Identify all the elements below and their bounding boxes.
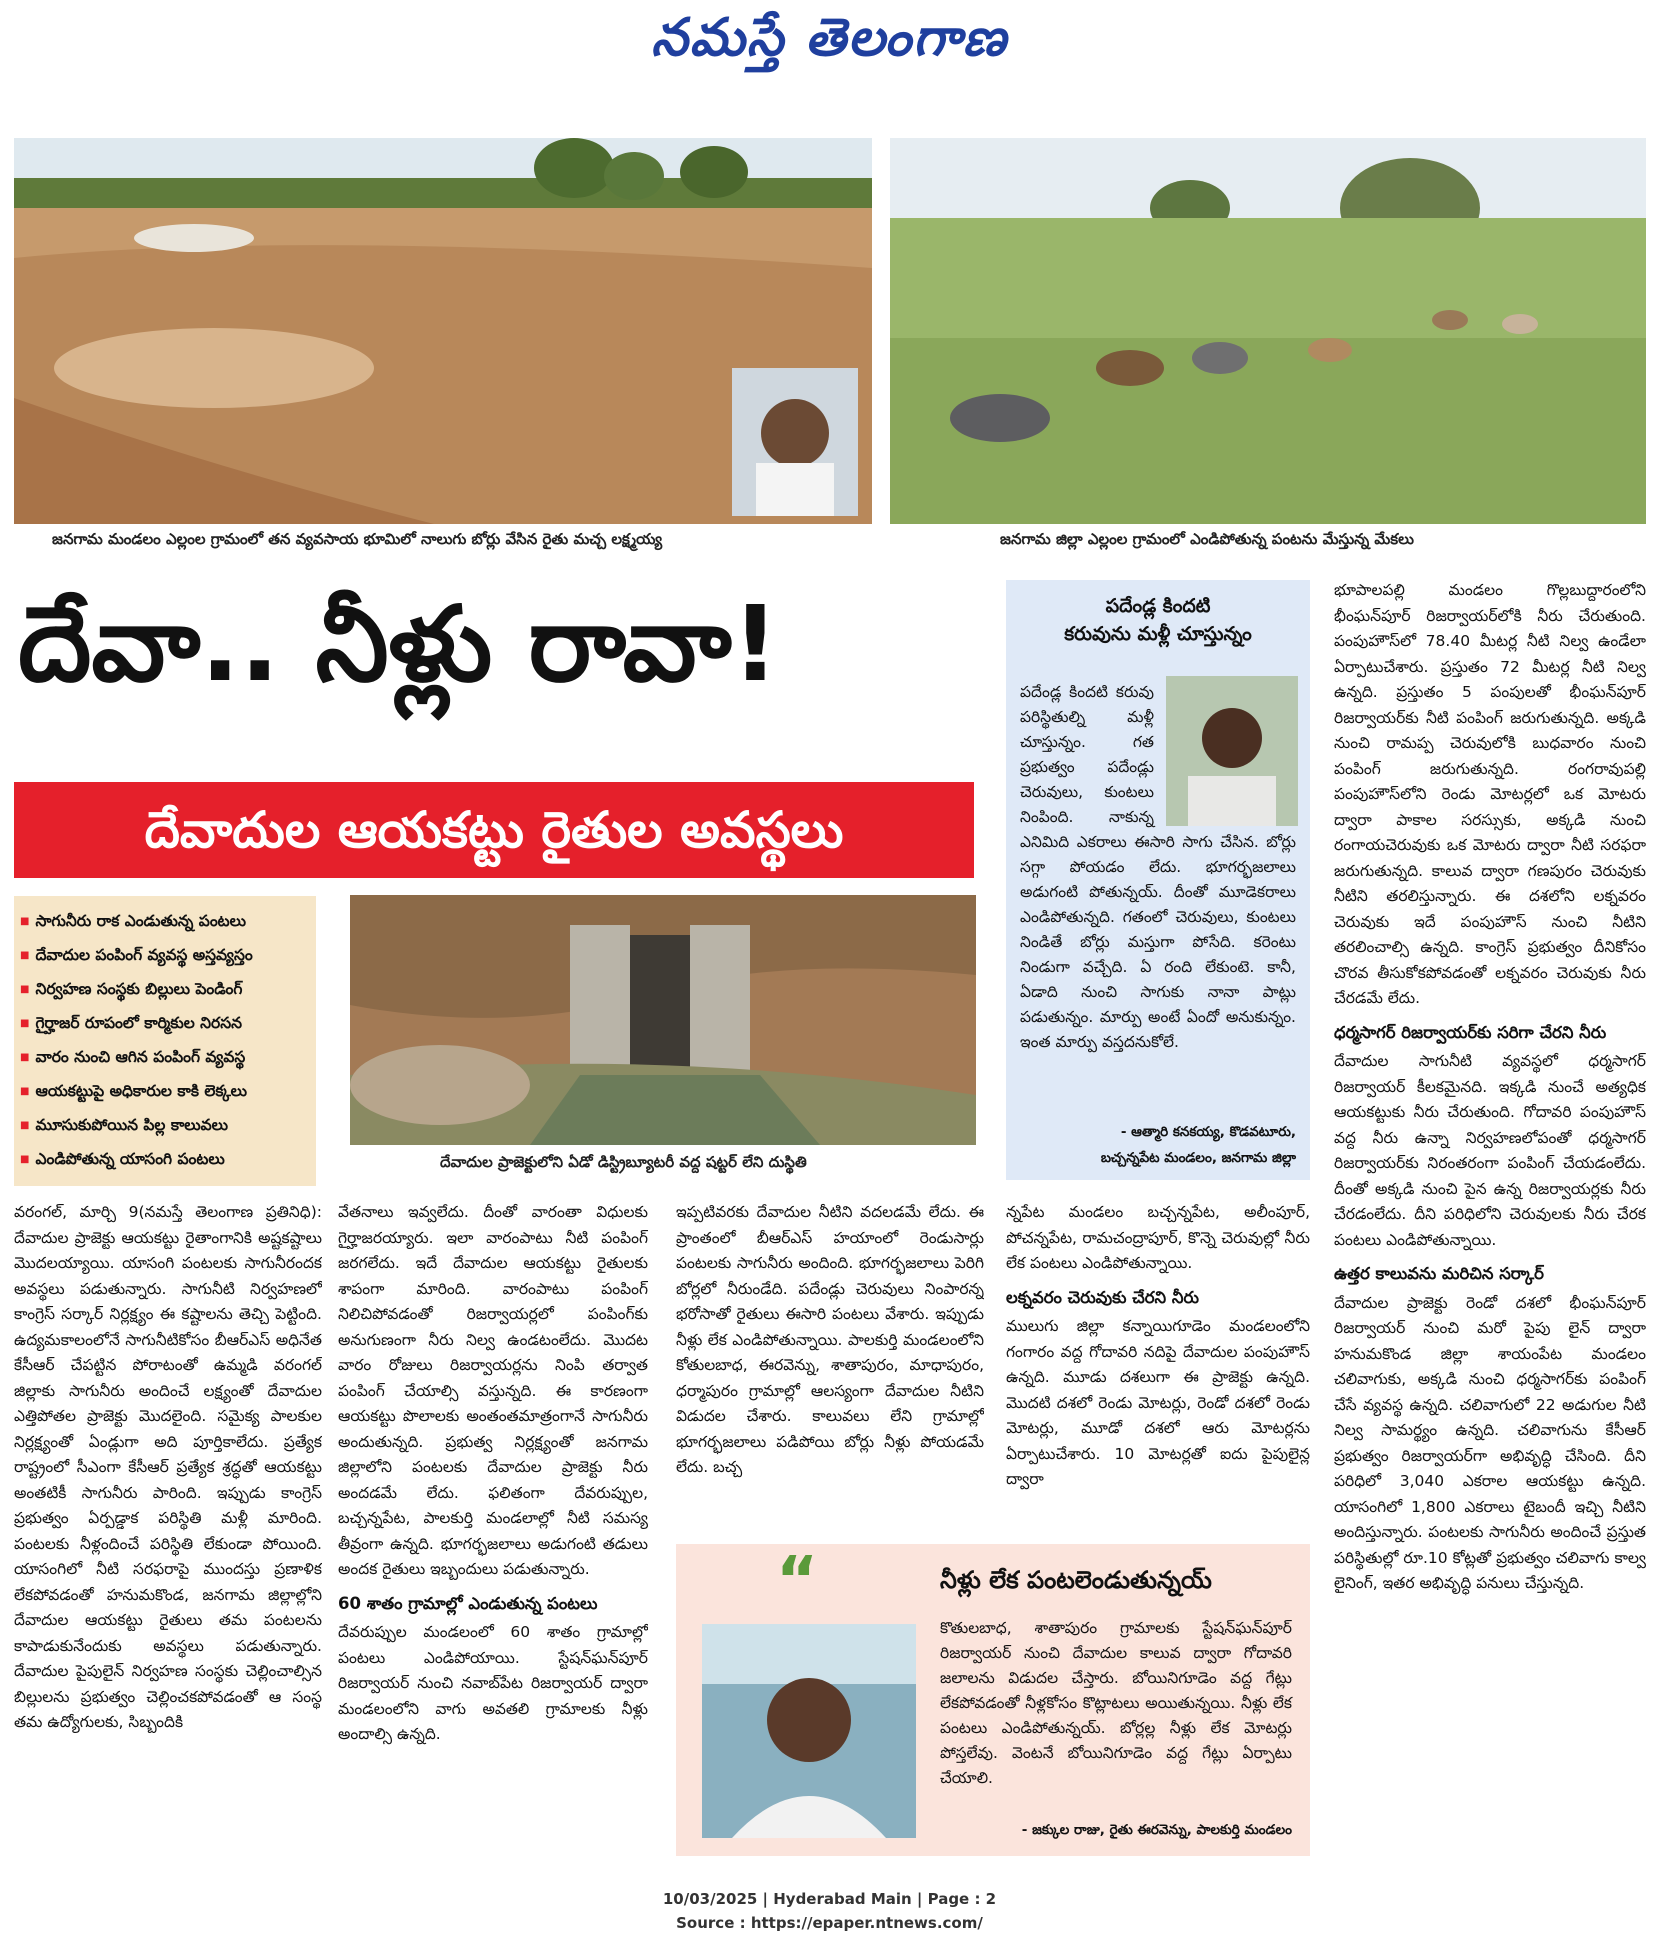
sidebox-signature-2: బచ్చన్నపేట మండలం, జనగామ జిల్లా [1100, 1150, 1296, 1166]
sidebox-body-text: పదేండ్ల కిందటి కరువు పరిస్థితుల్ని మళ్లీ చూస్తున్నం. గత ప్రభుత్వం పదేండ్లు చెరువులు, కుంటలు నింపింది. నాకున్న ఎనిమిది ఎకరాలు ఈసారి సాగు చేసిన. బోర్లు సగ్గా పోయడం లేదు. భూగర్భజలాలు అడుగంటి పోతున్నయ్. దీంతో మూడెకరాలు ఎండిపోతున్నది. గతంలో చెరువులు, కుంటలు నిండితే బోర్లు మస్తుగా పోసేది. కరెంటు నిండుగా వచ్చేది. ఏ రంది లేకుంటె. కానీ, ఏడాది నుంచి సాగుకు నానా పాట్లు పడుతున్నం. మార్పు అంటే ఏందో అనుకున్నం. ఇంత మార్పు వస్తదనుకోలే. [1020, 683, 1296, 1051]
quotebox-signature: - జక్కుల రాజు, రైతు ఈరవెన్ను, పాలకుర్తి మండలం [1021, 1822, 1292, 1838]
headline: దేవా.. నీళ్లు రావా! [18, 583, 780, 705]
article-col-3 [676, 1200, 984, 1530]
subheading-dharmasagar: ధర్మసాగర్ రిజర్వాయర్‌కు సరిగా చేరని నీరు [1334, 1022, 1607, 1042]
subheading-laknavaram: లక్నవరం చెరువుకు చేరని నీరు [1006, 1287, 1199, 1307]
article-col-5-text-c: దేవాదుల ప్రాజెక్టు రెండో దశలో భీంఘన్‌పూర్ రిజర్వాయర్ నుంచి మరో పైపు లైన్ ద్వారా హనుమకొండ జిల్లా శాయంపేట మండలం చలివాగుకు, అక్కడి నుంచి ధర్మసాగర్‌కు పంపింగ్ చేసే వ్యవస్థ ఉన్నది. చలివాగులో 22 అడుగుల నీటి నిల్వ సామర్థ్యం ఉన్నది. చలివాగును కేసీఆర్ ప్రభుత్వం రిజర్వాయర్‌గా అభివృద్ధి చేసింది. దీని పరిధిలో 3,040 ఎకరాల ఆయకట్టు ఉన్నది. యాసంగిలో 1,800 ఎకరాలు టైబందీ ఇచ్చి నీటిని అందిస్తున్నారు. పంటలకు సాగునీరు అందించే ప్రస్తుత పరిస్థితుల్లో రూ.10 కోట్లతో ప్రభుత్వం చలివాగు కాల్వ లైనింగ్, ఇతర అభివృద్ధి పనులు చేస్తున్నది. [1334, 1293, 1646, 1592]
sidebox-title-line2: కరువును మళ్లీ చూస్తున్నం [1064, 623, 1252, 645]
article-col-1-text: వరంగల్, మార్చి 9(నమస్తే తెలంగాణ ప్రతినిధి): దేవాదుల ప్రాజెక్టు ఆయకట్టు రైతాంగానికి అష్టకష్టాలు మొదలయ్యాయి. యాసంగి పంటలకు సాగునీరందక అవస్థలు పడుతున్నారు. సాగునీటి నిర్వహణలో కాంగ్రెస్ సర్కార్ నిర్లక్ష్యం ఈ కష్టాలను తెచ్చి పెట్టింది. ఉద్యమకాలంలోనే సాగునీటికోసం బీఆర్ఎస్ అధినేత కేసీఆర్ చేపట్టిన పోరాటంతో ఉమ్మడి వరంగల్ జిల్లాకు సాగునీరు అందించే లక్ష్యంతో దేవాదుల ఎత్తిపోతల ప్రాజెక్టు మొదలైంది. సమైక్య పాలకుల నిర్లక్ష్యంతో ఏండ్లుగా అది పూర్తికాలేదు. ప్రత్యేక రాష్ట్రంలో సీఎంగా కేసీఆర్ ప్రత్యేక శ్రద్ధతో ఆయకట్టు అంతటికీ సాగునీరు పారింది. ఇప్పుడు కాంగ్రెస్ ప్రభుత్వం ఏర్పడ్డాక పరిస్థితి మళ్లీ మారింది. పంటలకు నీళ్లందించే పరిస్థితి లేకుండా పోయింది. యాసంగిలో నీటి సరఫరాపై ముందస్తు ప్రణాళిక లేకపోవడంతో హనుమకొండ, జనగామ జిల్లాల్లోని దేవాదుల ఆయకట్టు రైతులు తమ పంటలను కాపాడుకునేందుకు అవస్థలు పడుతున్నారు. దేవాదుల పైపులైన్ నిర్వహణ సంస్థకు చెల్లించాల్సిన బిల్లులను ప్రభుత్వం చెల్లించకపోవడంతో ఆ సంస్థ తమ ఉద్యోగులకు, సిబ్బందికి [14, 1203, 322, 1731]
photo-goats-field [890, 138, 1646, 524]
bullet-item: ■ ఆయకట్టుపై అధికారుల కాకి లెక్కలు [20, 1074, 316, 1108]
subheading-60-percent: 60 శాతం గ్రామాల్లో ఎండుతున్న పంటలు [338, 1593, 598, 1613]
quotebox-title: నీళ్లు లేక పంటలెండుతున్నయ్ [940, 1566, 1212, 1594]
quotebox-body: కొతులబాధ, శాతాపురం గ్రామాలకు స్టేషన్‌ఘన్‌పూర్ రిజర్వాయర్ నుంచి దేవాదుల కాలువ ద్వారా గోదావరి జలాలను విడుదల చేస్తారు. బోయినిగూడెం వద్ద గేట్లు లేకపోవడంతో నీళ్లకోసం కొట్లాటలు అయితున్నయి. నీళ్లు లేక పంటలు ఎండిపోతున్నయ్. బోర్లల్ల నీళ్లు లేక మోటర్లు పోస్తలేవు. వెంటనే బోయినిగూడెం వద్ద గేట్లు ఏర్పాటు చేయాలి. [940, 1619, 1292, 1787]
sidebox-signature-1: - ఆత్మారి కనకయ్య, కొడవటూరు, [1120, 1124, 1296, 1140]
quotebox-portrait [702, 1624, 916, 1838]
article-col-4-text-a: న్నపేట మండలం బచ్చన్నపేట, అలీంపూర్, పోచన్నపేట, రామచంద్రాపూర్, కొన్నె చెరువుల్లో నీరు లేక పంటలు ఎండిపోతున్నాయి. [1006, 1203, 1310, 1272]
sidebox-title-line1: పదేండ్ల కిందటి [1105, 595, 1211, 617]
quote-mark-icon: “ [776, 1544, 819, 1618]
caption-photo-2: జనగామ జిల్లా ఎల్లంల గ్రామంలో ఎండిపోతున్న పంటను మేస్తున్న మేకలు [1000, 530, 1414, 548]
article-col-1 [14, 1200, 322, 1880]
article-col-4-text-b: ములుగు జిల్లా కన్నాయిగూడెం మండలంలోని గంగారం వద్ద గోదావరి నదిపై దేవాదుల పంపుహౌస్ ఉన్నది. మూడు దశలుగా ఈ ప్రాజెక్టు ఉన్నది. మొదటి దశలో రెండు మోటర్లు, రెండో దశలో రెండు మోటర్లు, మూడో దశలో ఆరు మోటర్లను ఏర్పాటుచేశారు. 10 మోటర్లతో ఐదు పైపులైన్ల ద్వారా [1006, 1317, 1310, 1488]
article-col-5 [1334, 578, 1646, 1880]
article-col-2-text-a: వేతనాలు ఇవ్వలేదు. దీంతో వారంతా విధులకు గైర్హాజరయ్యారు. ఇలా వారంపాటు నీటి పంపింగ్ జరగలేదు. ఇదే దేవాదుల ఆయకట్టు రైతులకు శాపంగా మారింది. వారంపాటు పంపింగ్ నిలిచిపోవడంతో రిజర్వాయర్లలో పంపింగ్‌కు అనుగుణంగా నీరు నిల్వ ఉండటంలేదు. మొదట వారం రోజులు రిజర్వాయర్లను నింపి తర్వాత పంపింగ్ చేయాల్సి వస్తున్నది. ఈ కారణంగా ఆయకట్టు పొలాలకు అంతంతమాత్రంగానే సాగునీరు అందుతున్నది. ప్రభుత్వ నిర్లక్ష్యంతో జనగామ జిల్లాలోని పంటలకు దేవాదుల ప్రాజెక్టు నీరు అందడమే లేదు. ఫలితంగా దేవరుప్పుల, బచ్చన్నపేట, పాలకుర్తి మండలాల్లో నీటి సమస్య తీవ్రంగా ఉన్నది. భూగర్భజలాలు అడుగంటి తడులు అందక రైతులు ఇబ్బందులు పడుతున్నారు. [338, 1203, 648, 1578]
caption-photo-3: దేవాదుల ప్రాజెక్టులోని ఏడో డిస్ట్రిబ్యూటరీ వద్ద షట్టర్ లేని దుస్థితి [440, 1153, 807, 1171]
bullet-box [14, 896, 316, 1186]
caption-photo-1: జనగామ మండలం ఎల్లంల గ్రామంలో తన వ్యవసాయ భూమిలో నాలుగు బోర్లు వేసిన రైతు మచ్చ లక్ష్మయ్య [52, 530, 663, 548]
article-col-5-text-b: దేవాదుల సాగునీటి వ్యవస్థలో ధర్మసాగర్ రిజర్వాయర్ కీలకమైనది. ఇక్కడి నుంచే అత్యధిక ఆయకట్టుకు నీరు చేరుతుంది. గోదావరి పంపుహౌస్ వద్ద నీరు ఉన్నా నిర్వహణలోపంతో ధర్మసాగర్ రిజర్వాయర్‌కు నిరంతరంగా పంపింగ్ చేయడంలేదు. దీంతో అక్కడి నుంచి పైన ఉన్న రిజర్వాయర్లకు నీరు చేరడంలేదు. దీని పరిధిలోని చెరువులకు నీరు చేరక పంటలు ఎండిపోతున్నాయి. [1334, 1052, 1646, 1249]
quotebox-farmer [676, 1544, 1310, 1856]
article-col-4 [1006, 1200, 1310, 1530]
sidebox-farmer-quote [1006, 580, 1310, 1180]
article-col-3-text: ఇప్పటివరకు దేవాదుల నీటిని వదలడమే లేదు. ఈ ప్రాంతంలో బీఆర్ఎస్ హయాంలో రెండుసార్లు పంటలకు సాగునీరు అందింది. భూగర్భజలాలు పెరిగి బోర్లలో నీరుండేది. పదేండ్లు చెరువులు నింపారన్న భరోసాతో రైతులు ఈసారి పంటలు వేశారు. ఇప్పుడు నీళ్లు లేక ఎండిపోతున్నాయి. పాలకుర్తి మండలంలోని కోతులబాధ, ఈరవెన్ను, శాతాపురం, మాధాపురం, ధర్మాపురం గ్రామాల్లో ఆలస్యంగా దేవాదుల నీటిని విడుదల చేశారు. కాలువలు లేని గ్రామాల్లో భూగర్భజలాలు పడిపోయి బోర్లు నీళ్లు పోయడమే లేదు. బచ్చ [676, 1203, 984, 1476]
bullet-item: ■ సాగునీరు రాక ఎండుతున్న పంటలు [20, 904, 316, 938]
footer-edition-info: 10/03/2025 | Hyderabad Main | Page : 2 [662, 1890, 997, 1908]
photo-canal-shutter [350, 895, 976, 1145]
article-col-2-text-b: దేవరుప్పుల మండలంలో 60 శాతం గ్రామాల్లో పంటలు ఎండిపోయాయి. స్టేషన్‌ఘన్‌పూర్ రిజర్వాయర్ నుంచి నవాబ్‌పేట రిజర్వాయర్ ద్వారా మండలంలోని వాగు అవతలి గ్రామాలకు నీళ్లు అందాల్సి ఉన్నది. [338, 1623, 648, 1743]
subheading-north-canal: ఉత్తర కాలువను మరిచిన సర్కార్ [1334, 1264, 1544, 1283]
article-col-2 [338, 1200, 648, 1880]
bullet-item: ■ ఎండిపోతున్న యాసంగి పంటలు [20, 1142, 316, 1176]
bullet-item: ■ వారం నుంచి ఆగిన పంపింగ్ వ్యవస్థ [20, 1040, 316, 1074]
bullet-item: ■ నిర్వహణ సంస్థకు బిల్లులు పెండింగ్ [20, 972, 316, 1006]
bullet-item: ■ మూసుకుపోయిన పిల్ల కాలువలు [20, 1108, 316, 1142]
masthead-logo: నమస్తే తెలంగాణ [651, 8, 1008, 68]
sidebox-body [1006, 672, 1310, 1063]
subheadline: దేవాదుల ఆయకట్టు రైతుల అవస్థలు [144, 801, 844, 859]
bullet-item: ■ దేవాదుల పంపింగ్ వ్యవస్థ అస్తవ్యస్తం [20, 938, 316, 972]
photo-dry-field [14, 138, 872, 524]
subheadline-banner [14, 782, 974, 878]
article-col-5-text-a: భూపాలపల్లి మండలం గొల్లబుద్దారంలోని భీంఘన్‌పూర్ రిజర్వాయర్‌లోకి నీరు చేరుతుంది. పంపుహౌస్‌లో 78.40 మీటర్ల నీటి నిల్వ ఉండేలా ఏర్పాటుచేశారు. ప్రస్తుతం 72 మీటర్ల నీటి నిల్వ ఉన్నది. ప్రస్తుతం 5 పంపులతో భీంఘన్‌పూర్ రిజర్వాయర్‌కు నీటి పంపింగ్ జరుగుతున్నది. అక్కడి నుంచి రామప్ప చెరువులోకి బుధవారం నుంచి పంపింగ్ జరుగుతున్నది. రంగరావుపల్లి పంపుహౌస్‌లోని రెండు మోటర్లలో ఒక మోటరు ద్వారా పాకాల సరస్సుకు, అక్కడి నుంచి రంగాయచెరువుకు ఒక మోటరు ద్వారా నీటి సరఫరా జరుగుతున్నది. కాలువ ద్వారా గణపురం చెరువుకు నీటిని తరలిస్తున్నారు. ఈ దశలోని లక్నవరం చెరువుకు ఇదే పంపుహౌస్ నుంచి నీటిని తరలించాల్సి ఉన్నది. కాంగ్రెస్ ప్రభుత్వం దీనికోసం చొరవ తీసుకోకపోవడంతో లక్నవరం చెరువుకు నీరు చేరడమే లేదు. [1334, 581, 1646, 1007]
bullet-item: ■ గైర్హాజర్ రూపంలో కార్మికుల నిరసన [20, 1006, 316, 1040]
footer-source: Source : https://epaper.ntnews.com/ [676, 1914, 983, 1932]
